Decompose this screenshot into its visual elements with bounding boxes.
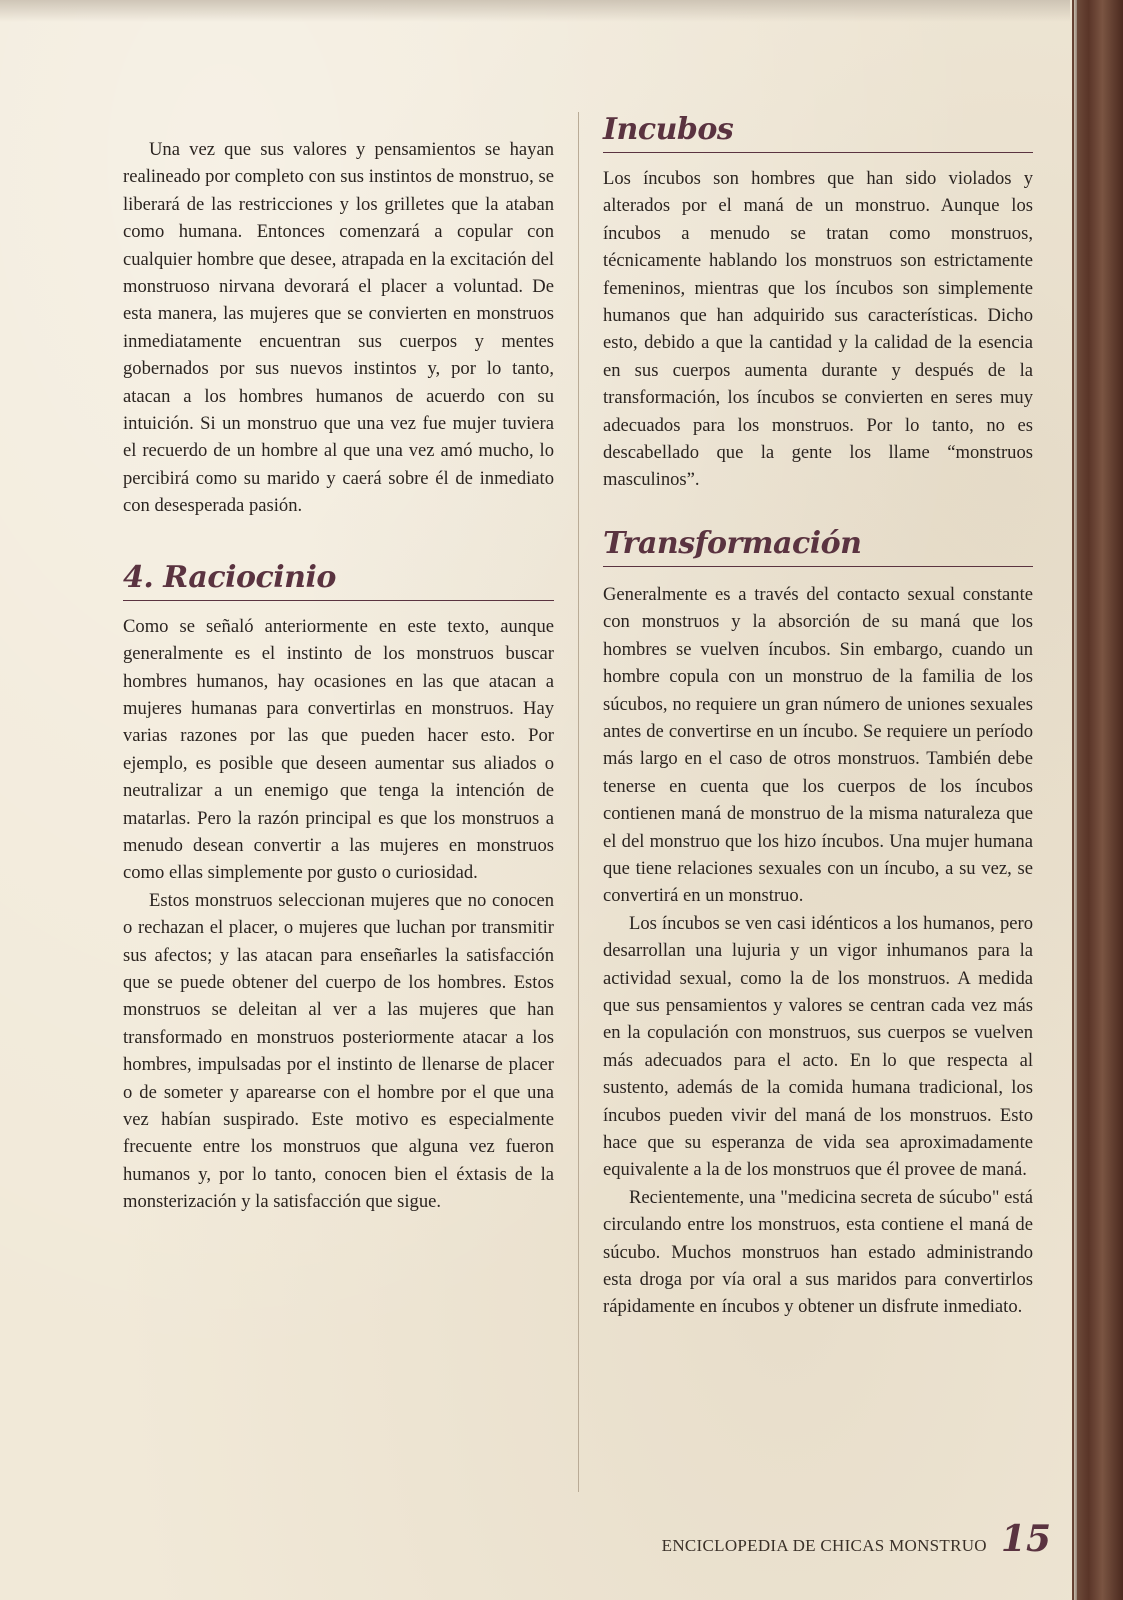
raciocinio-paragraph-2: Estos monstruos seleccionan mujeres que no conocen o rechazan el placer, o mujeres que luchan por transmitir sus afectos; y las atacan para enseñarles la satisfacción que se puede obtener del cuerpo de los hombres. Estos monstruos se deleitan al ver a las mujeres que han transformado en monstruos posteriormente atacar a los hombres, impulsadas por el instinto de llenarse de placer o de someter y aparearse con el hombre por el que una vez habían suspirado. Este motivo es especialmente frecuente entre los monstruos que alguna vez fueron humanos y, por lo tanto, conocen bien el éxtasis de la monsterización y la satisfacción que sigue. [123, 889, 554, 1213]
transformacion-paragraph-3: Recientemente, una "medicina secreta de súcubo" está circulando entre los monstruos, esta contiene el maná de súcubo. Muchos monstruos han estado administrando esta droga por vía oral a sus maridos para convertirlos rápidamente en íncubos y obtener un disfrute inmediato. [603, 1186, 1033, 1318]
transformacion-paragraph-2: Los íncubos se ven casi idénticos a los humanos, pero desarrollan una lujuria y un vigor inhumanos para la actividad sexual, como la de los monstruos. A medida que sus pensamientos y valores se centran cada vez más en la copulación con monstruos, sus cuerpos se vuelven más adecuados para el acto. En lo que respecta al sustento, además de la comida humana tradicional, los íncubos pueden vivir del maná de los monstruos. Esto hace que su esperanza de vida sea aproximadamente equivalente a la de los monstruos que él provee de maná. [603, 912, 1033, 1181]
raciocinio-paragraph-1: Como se señaló anteriormente en este texto, aunque generalmente es el instinto de los monstruos buscar hombres humanos, hay ocasiones en las que atacan a mujeres humanas para convertirlas en monstruos. Hay varias razones por las que pueden hacer esto. Por ejemplo, es posible que deseen aumentar sus aliados o neutralizar a un enemigo que tenga la intención de matarlas. Pero la razón principal es que los monstruos a menudo desean convertir a las mujeres en monstruos como ellas simplemente por gusto o curiosidad. [123, 615, 554, 884]
leather-spine-edge [1077, 0, 1123, 1600]
transformacion-paragraph-1: Generalmente es a través del contacto sexual constante con monstruos y la absorción de su maná que los hombres se vuelven íncubos. Sin embargo, cuando un hombre copula con un monstruo de la familia de los súcubos, no requiere un gran número de uniones sexuales antes de convertirse en un íncubo. Se requiere un período más largo en el caso de otros monstruos. También debe tenerse en cuenta que los cuerpos de los íncubos contienen maná de monstruo de la misma naturaleza que el del monstruo que los hizo íncubos. Una mujer humana que tiene relaciones sexuales con un íncubo, a su vez, se convertirá en un monstruo. [603, 583, 1033, 907]
page-number: 15 [1000, 1518, 1051, 1560]
heading-transformacion: Transformación [603, 524, 1033, 567]
heading-incubos: Incubos [603, 110, 1033, 153]
incubos-paragraph-1: Los íncubos son hombres que han sido violados y alterados por el maná de un monstruo. Aunque los íncubos a menudo se tratan como monstruos, técnicamente hablando los monstruos son estrictamente femeninos, mientras que los íncubos son simplemente humanos que han adquirido sus características. Dicho esto, debido a que la cantidad y la calidad de la esencia en sus cuerpos aumenta durante y después de la transformación, los íncubos se convierten en seres muy adecuados para los monstruos. Por lo tanto, no es descabellado que la gente los llame “monstruos masculinos”. [603, 168, 1033, 491]
heading-raciocinio: 4. Raciocinio [123, 558, 554, 601]
intro-paragraph: Una vez que sus valores y pensamientos se hayan realineado por completo con sus instintos de monstruo, se liberará de las restricciones y los grilletes que la ataban como humana. Entonces comenzará a copular con cualquier hombre que desee, atrapada en la excitación del monstruoso nirvana devorará el placer a voluntad. De esta manera, las mujeres que se convierten en monstruos inmediatamente encuentran sus cuerpos y mentes gobernados por sus nuevos instintos y, por lo tanto, atacan a los hombres humanos de acuerdo con su intuición. Si un monstruo que una vez fue mujer tuviera el recuerdo de un hombre al que una vez amó mucho, lo percibirá como su marido y caerá sobre él de inmediato con desesperada pasión. [123, 139, 554, 517]
book-title: ENCICLOPEDIA DE CHICAS MONSTRUO [661, 1536, 987, 1555]
torn-paper-edge [0, 0, 1070, 22]
page-footer [662, 1518, 1051, 1560]
right-column [603, 110, 1033, 1321]
left-column [123, 136, 554, 1216]
column-divider [578, 112, 579, 1492]
